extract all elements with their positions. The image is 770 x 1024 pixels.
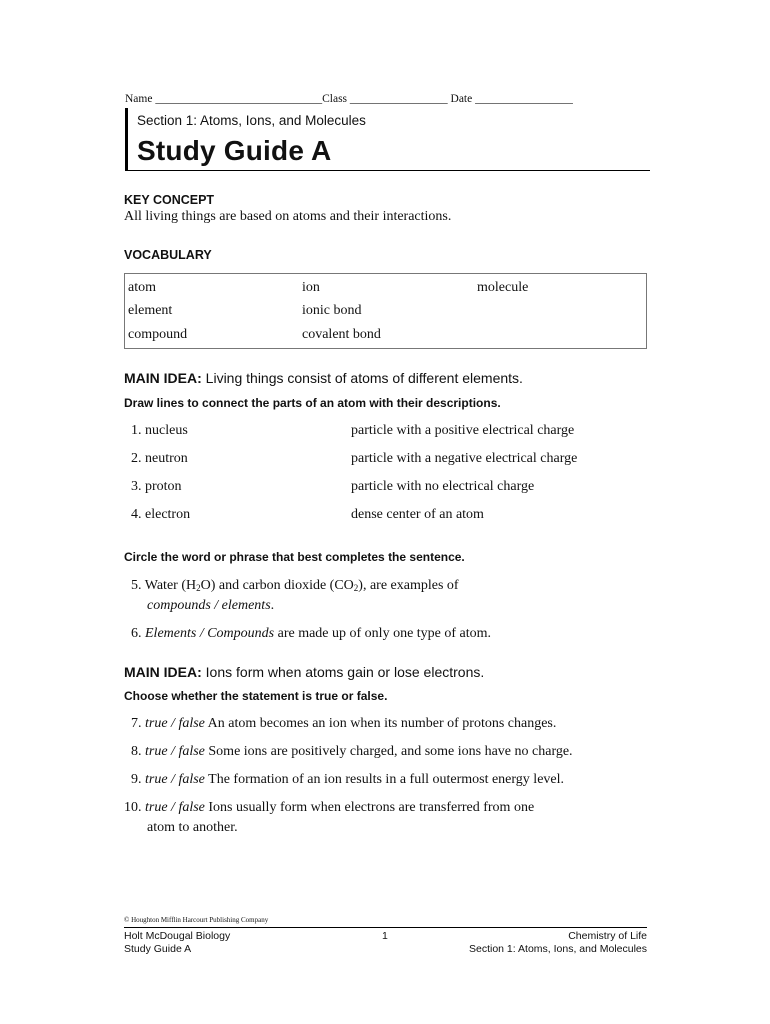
question-number: 5.	[131, 578, 142, 593]
match-description[interactable]: particle with a positive electrical charge	[351, 423, 575, 438]
footer-book-title: Holt McDougal Biology	[124, 930, 231, 942]
vocabulary-box	[124, 273, 647, 349]
question-text: O) and carbon dioxide (CO	[200, 578, 354, 593]
question-10-continued: atom to another.	[147, 820, 238, 835]
vocab-term: compound	[128, 327, 188, 342]
question-10	[124, 800, 534, 816]
item-number: 1.	[131, 423, 142, 438]
main-idea-label: MAIN IDEA:	[124, 664, 202, 680]
question-number: 7.	[131, 716, 142, 731]
main-idea-label: MAIN IDEA:	[124, 370, 202, 386]
question-text: Some ions are positively charged, and some ions have no charge.	[208, 744, 573, 759]
main-idea-text: Ions form when atoms gain or lose electrons.	[205, 664, 485, 680]
item-number: 2.	[131, 451, 142, 466]
vocab-term: ion	[302, 280, 320, 295]
key-concept-heading: KEY CONCEPT	[124, 193, 215, 207]
true-false-choice[interactable]: true / false	[145, 772, 205, 787]
vocab-term: atom	[128, 280, 156, 295]
matching-instruction: Draw lines to connect the parts of an atom with their descriptions.	[124, 396, 501, 410]
class-label: Class	[322, 93, 348, 105]
match-description[interactable]: particle with a negative electrical charge	[351, 451, 578, 466]
question-9	[131, 772, 564, 788]
vocab-term: molecule	[477, 280, 529, 295]
true-false-choice[interactable]: true / false	[145, 800, 205, 815]
main-idea-text: Living things consist of atoms of different elements.	[205, 370, 523, 386]
true-false-choice[interactable]: true / false	[145, 716, 205, 731]
true-false-instruction: Choose whether the statement is true or false.	[124, 689, 388, 703]
item-term: neutron	[145, 451, 188, 466]
question-text: ), are examples of	[358, 578, 459, 593]
true-false-choice[interactable]: true / false	[145, 744, 205, 759]
main-idea-1	[124, 370, 523, 386]
answer-choices[interactable]: Elements / Compounds	[145, 626, 275, 641]
question-number: 6.	[131, 626, 142, 641]
footer-section: Section 1: Atoms, Ions, and Molecules	[468, 943, 647, 955]
match-item-electron[interactable]	[131, 507, 190, 523]
key-concept-text: All living things are based on atoms and their interactions.	[124, 209, 452, 224]
match-description[interactable]: particle with no electrical charge	[351, 479, 535, 494]
match-item-nucleus[interactable]	[131, 423, 188, 439]
copyright-notice: © Houghton Mifflin Harcourt Publishing Company	[124, 916, 269, 924]
name-blank[interactable]: _____________________________	[155, 93, 323, 105]
question-text: Water (H	[144, 578, 197, 593]
title-block	[125, 108, 650, 171]
page-title: Study Guide A	[137, 135, 332, 166]
item-number: 4.	[131, 507, 142, 522]
item-number: 3.	[131, 479, 142, 494]
date-label: Date	[450, 93, 473, 105]
question-text: are made up of only one type of atom.	[274, 626, 492, 641]
item-term: proton	[145, 479, 182, 494]
footer-guide-title: Study Guide A	[124, 943, 192, 955]
vocabulary-heading: VOCABULARY	[124, 248, 212, 262]
footer-divider	[124, 927, 647, 928]
question-text: The formation of an ion results in a full outermost energy level.	[208, 772, 565, 787]
main-idea-2	[124, 664, 484, 680]
name-label: Name	[125, 93, 153, 105]
vocab-term: element	[128, 303, 173, 318]
question-number: 8.	[131, 744, 142, 759]
question-number: 10.	[124, 800, 142, 815]
question-number: 9.	[131, 772, 142, 787]
name-class-date-line	[125, 93, 647, 105]
circle-instruction: Circle the word or phrase that best completes the sentence.	[124, 550, 465, 564]
question-7	[131, 716, 556, 732]
question-text: An atom becomes an ion when its number of protons changes.	[207, 716, 557, 731]
question-6	[131, 626, 491, 642]
footer-chapter: Chemistry of Life	[568, 930, 647, 942]
item-term: nucleus	[145, 423, 188, 438]
item-term: electron	[145, 507, 191, 522]
page-number: 1	[382, 930, 388, 942]
subscript: 2	[353, 583, 359, 593]
vocab-term: covalent bond	[302, 327, 381, 342]
punctuation: .	[270, 598, 275, 613]
date-blank[interactable]: _________________	[475, 93, 573, 105]
match-item-proton[interactable]	[131, 479, 182, 495]
question-5	[131, 578, 459, 594]
answer-choices[interactable]: compounds / elements	[147, 598, 271, 613]
subscript: 2	[196, 583, 201, 593]
class-blank[interactable]: _________________	[349, 93, 448, 105]
question-text: Ions usually form when electrons are transferred from one	[208, 800, 535, 815]
section-heading: Section 1: Atoms, Ions, and Molecules	[137, 113, 366, 128]
question-5-choices	[147, 598, 274, 614]
match-item-neutron[interactable]	[131, 451, 188, 467]
vocab-term: ionic bond	[302, 303, 362, 318]
match-description[interactable]: dense center of an atom	[351, 507, 484, 522]
question-8	[131, 744, 573, 760]
